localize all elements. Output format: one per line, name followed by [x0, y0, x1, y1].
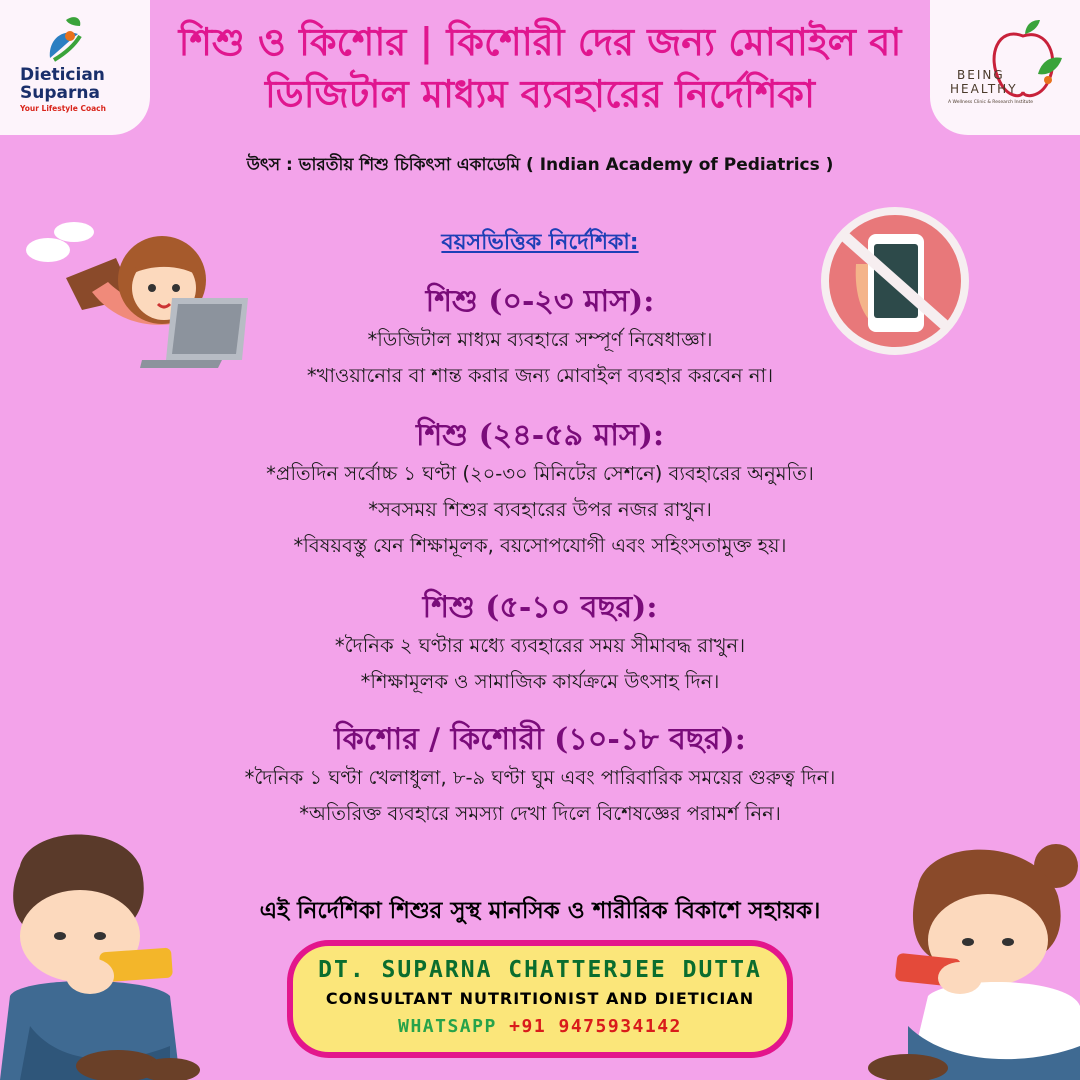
- section-line: *দৈনিক ২ ঘণ্টার মধ্যে ব্যবহারের সময় সীমাবদ্ধ রাখুন।: [334, 634, 746, 657]
- section-title: শিশু (২৪-৫৯ মাস):: [415, 418, 665, 453]
- section-title: কিশোর / কিশোরী (১০-১৮ বছর):: [334, 722, 746, 757]
- section-line: *সবসময় শিশুর ব্যবহারের উপর নজর রাখুন।: [368, 498, 712, 521]
- section-0-23-months: [0, 282, 1080, 394]
- logo-line1: Dietician: [20, 65, 105, 85]
- whatsapp-line[interactable]: [293, 1016, 787, 1037]
- section-line: *ডিজিটাল মাধ্যম ব্যবহারে সম্পূর্ণ নিষেধাজ্ঞা।: [367, 328, 713, 351]
- section-title: শিশু (০-২৩ মাস):: [425, 284, 655, 319]
- closing-message: এই নির্দেশিকা শিশুর সুস্থ মানসিক ও শারীরিক বিকাশে সহায়ক।: [259, 898, 821, 924]
- section-line: *দৈনিক ১ ঘণ্টা খেলাধুলা, ৮-৯ ঘণ্টা ঘুম এবং পারিবারিক সময়ের গুরুত্ব দিন।: [244, 766, 836, 789]
- whatsapp-label: WHATSAPP: [398, 1016, 497, 1037]
- section-line: *খাওয়ানোর বা শান্ত করার জন্য মোবাইল ব্যবহার করবেন না।: [306, 364, 774, 387]
- section-24-59-months: [0, 416, 1080, 564]
- section-line: *অতিরিক্ত ব্যবহারে সমস্যা দেখা দিলে বিশেষজ্ঞের পরামর্শ নিন।: [299, 802, 781, 825]
- being-healthy-logo: [930, 0, 1080, 135]
- contact-name: DT. SUPARNA CHATTERJEE DUTTA: [318, 957, 762, 983]
- logo-tagline: A Wellness Clinic & Research Institute: [948, 100, 1034, 105]
- source-line: উৎস : ভারতীয় শিশু চিকিৎসা একাডেমি ( Indian Academy of Pediatrics ): [246, 155, 834, 175]
- section-10-18-years: [0, 720, 1080, 832]
- logo-line2: HEALTHY: [950, 82, 1018, 96]
- title-line-2: ডিজিটাল মাধ্যম ব্যবহারের নির্দেশিকা: [264, 71, 816, 116]
- section-5-10-years: [0, 588, 1080, 700]
- contact-card: [287, 940, 793, 1058]
- page-title: [150, 16, 930, 120]
- section-line: *বিষয়বস্তু যেন শিক্ষামূলক, বয়সোপযোগী এবং সহিংসতামুক্ত হয়।: [293, 534, 787, 557]
- logo-line2: Suparna: [20, 83, 100, 103]
- boy-with-phone-illustration: [0, 826, 200, 1080]
- section-line: *শিক্ষামূলক ও সামাজিক কার্যক্রমে উৎসাহ দিন।: [360, 670, 720, 693]
- guidelines-heading: বয়সভিত্তিক নির্দেশিকা:: [441, 230, 639, 255]
- girl-with-phone-illustration: [868, 836, 1080, 1080]
- contact-role: CONSULTANT NUTRITIONIST AND DIETICIAN: [325, 989, 755, 1008]
- whatsapp-phone[interactable]: +91 9475934142: [509, 1016, 682, 1037]
- dietician-suparna-logo: [0, 0, 150, 135]
- logo-line1: BEING: [957, 68, 1005, 82]
- title-line-1: শিশু ও কিশোর | কিশোরী দের জন্য মোবাইল বা: [178, 19, 902, 64]
- leaf-person-icon: [40, 14, 92, 66]
- section-title: শিশু (৫-১০ বছর):: [422, 590, 658, 625]
- logo-tagline: Your Lifestyle Coach: [20, 104, 106, 113]
- section-line: *প্রতিদিন সর্বোচ্চ ১ ঘণ্টা (২০-৩০ মিনিটের সেশনে) ব্যবহারের অনুমতি।: [266, 462, 814, 485]
